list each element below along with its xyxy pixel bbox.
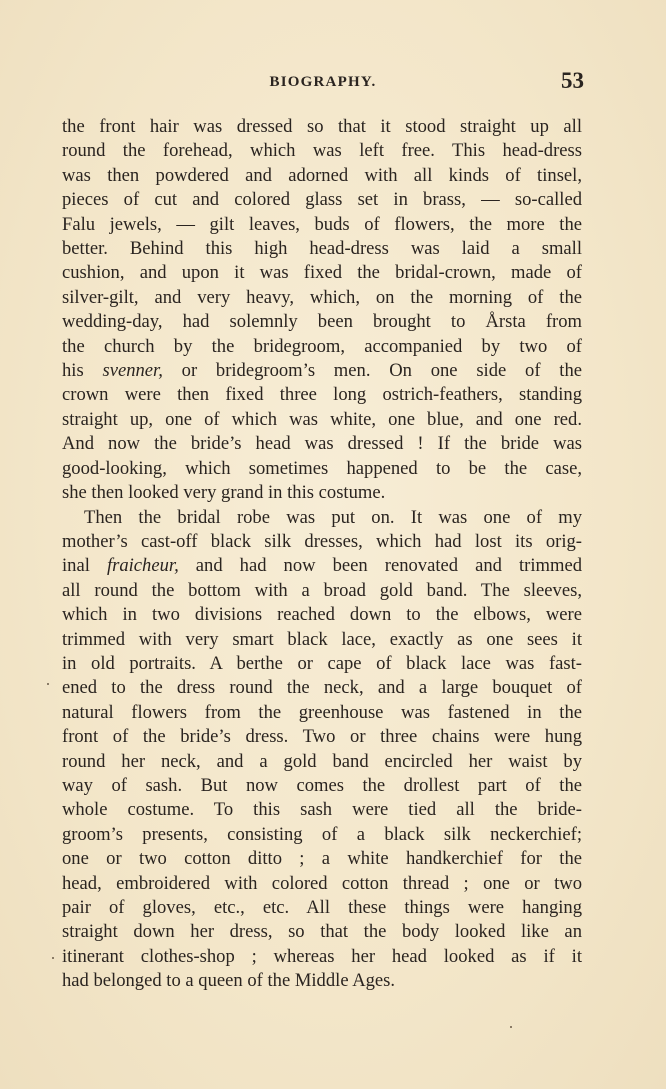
text-line: wedding-day, had solemnly been brought to Årsta from — [62, 311, 582, 333]
text-line: trimmed with very smart black lace, exactly as one sees it — [62, 628, 582, 650]
text-line: front of the bride’s dress. Two or three chains were hung — [62, 726, 582, 748]
text-line: pieces of cut and colored glass set in brass, — so-called — [62, 189, 582, 211]
text-line: silver-gilt, and very heavy, which, on the morning of the — [62, 286, 582, 308]
text-line: was then powdered and adorned with all kinds of tinsel, — [62, 164, 582, 186]
text-line — [62, 359, 582, 383]
text-line: good-looking, which sometimes happened to be the case, — [62, 457, 582, 479]
text-line: straight up, one of which was white, one blue, and one red. — [62, 408, 582, 430]
text-segment: his — [62, 360, 103, 382]
text-line: itinerant clothes-shop ; whereas her head looked as if it — [62, 945, 582, 967]
text-line — [62, 554, 582, 578]
text-line: she then looked very grand in this costume. — [62, 482, 386, 504]
text-line: head, embroidered with colored cotton thread ; one or two — [62, 872, 582, 894]
text-line: the front hair was dressed so that it stood straight up all — [62, 116, 582, 137]
page-number: 53 — [561, 68, 584, 93]
text-line: one or two cotton ditto ; a white handkerchief for the — [62, 848, 582, 870]
text-line: straight down her dress, so that the body looked like an — [62, 921, 582, 943]
text-line: way of sash. But now comes the drollest part of the — [62, 774, 582, 796]
text-line: natural flowers from the greenhouse was fastened in the — [62, 701, 582, 723]
text-line: cushion, and upon it was fixed the bridal-crown, made of — [62, 262, 582, 284]
text-line: Then the bridal robe was put on. It was one of my — [84, 506, 582, 528]
text-line: ened to the dress round the neck, and a large bouquet of — [62, 677, 582, 699]
text-line: pair of gloves, etc., etc. All these things were hanging — [62, 897, 582, 918]
margin-speck — [52, 957, 54, 959]
italic-term: fraicheur, — [106, 555, 179, 577]
text-segment: inal — [62, 555, 107, 577]
margin-speck — [47, 683, 49, 685]
text-line: round her neck, and a gold band encircled her waist by — [62, 750, 582, 772]
text-segment: or bridegroom’s men. On one side of the — [162, 360, 582, 382]
text-line: which in two divisions reached down to the elbows, were — [62, 604, 582, 626]
text-line: And now the bride’s head was dressed ! If the bride was — [62, 433, 582, 455]
text-line: had belonged to a queen of the Middle Ages. — [62, 970, 396, 992]
running-title: BIOGRAPHY. — [269, 74, 377, 90]
text-segment: and had now been renovated and trimmed — [178, 555, 582, 577]
text-line: in old portraits. A berthe or cape of black lace was fast- — [62, 652, 582, 674]
text-line: mother’s cast-off black silk dresses, which had lost its orig- — [62, 530, 582, 552]
text-line: Falu jewels, — gilt leaves, buds of flowers, the more the — [62, 213, 582, 235]
text-line: better. Behind this high head-dress was laid a small — [62, 238, 582, 260]
text-line: crown were then fixed three long ostrich-feathers, standing — [62, 384, 582, 406]
italic-term: svenner, — [102, 360, 163, 382]
text-line: the church by the bridegroom, accompanied by two of — [62, 335, 582, 357]
text-line: groom’s presents, consisting of a black silk neckerchief; — [62, 823, 582, 845]
body-text — [62, 115, 582, 994]
running-head — [62, 68, 584, 98]
text-line: round the forehead, which was left free. This head-dress — [62, 140, 582, 162]
text-line: whole costume. To this sash were tied all the bride- — [62, 799, 582, 821]
text-line: all round the bottom with a broad gold band. The sleeves, — [62, 579, 582, 601]
page-speck — [510, 1026, 512, 1028]
